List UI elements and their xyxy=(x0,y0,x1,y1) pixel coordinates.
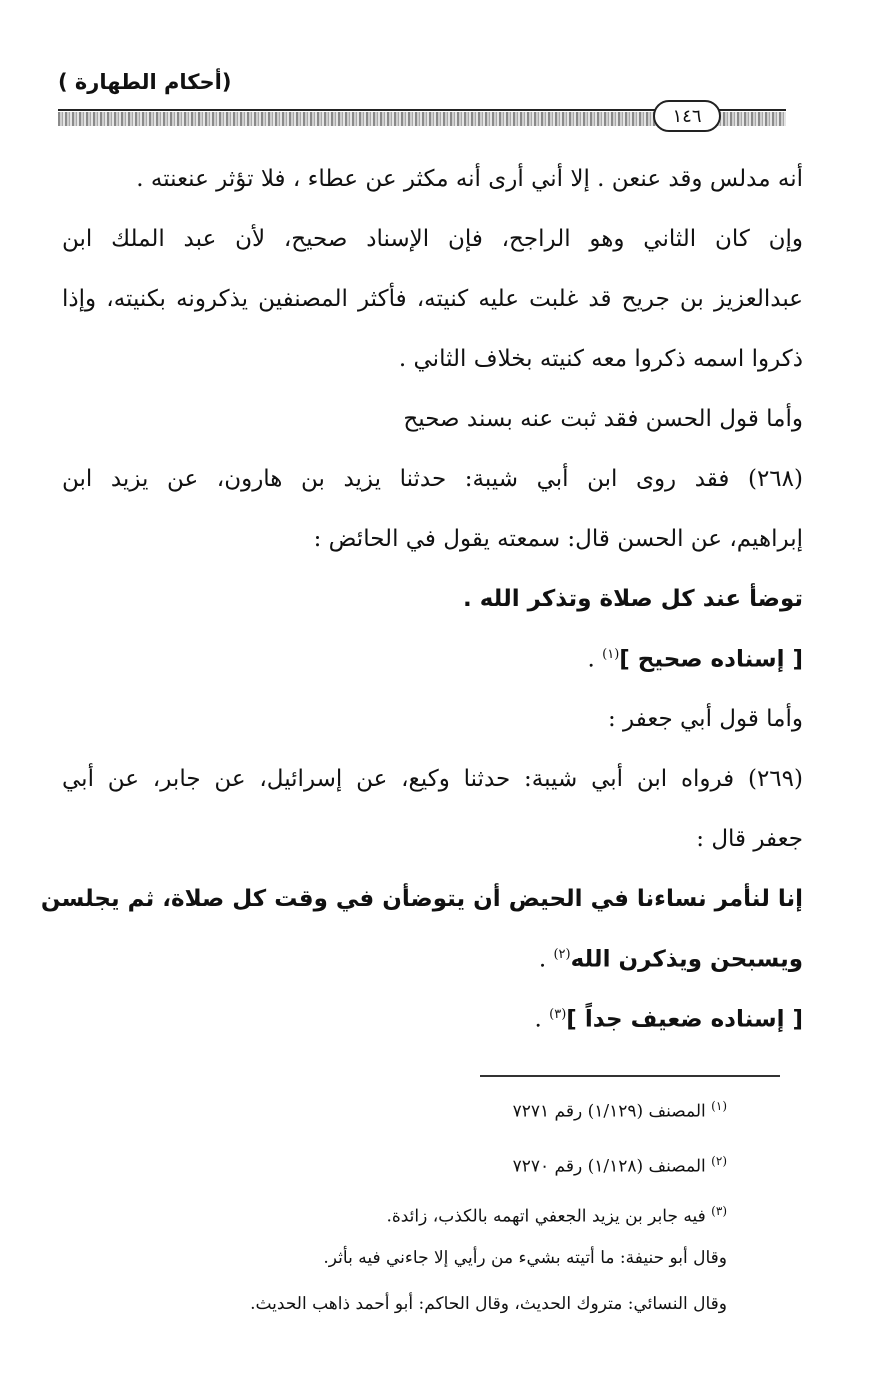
body-line-2: وإن كان الثاني وهو الراجح، فإن الإسناد صحيح، لأن عبد الملك ابن xyxy=(62,226,803,252)
body-line-5: وأما قول الحسن فقد ثبت عنه بسند صحيح xyxy=(403,406,803,432)
footnote-ref-3: (٣) xyxy=(549,1007,567,1022)
footnote-1-marker: (١) xyxy=(711,1099,727,1113)
quote-dot: . xyxy=(538,946,547,973)
footnote-2-text: المصنف (١/١٢٨) رقم ٧٢٧٠ xyxy=(512,1156,706,1177)
quote-hasan: توضأ عند كل صلاة وتذكر الله . xyxy=(462,586,803,612)
grading-dot-1: . xyxy=(587,646,595,673)
body-line-12: جعفر قال : xyxy=(696,826,803,852)
footnote-ref-1: (١) xyxy=(602,647,620,662)
footnote-2-marker: (٢) xyxy=(711,1154,727,1168)
footnote-1 xyxy=(513,1100,727,1121)
body-line-11: (٢٦٩) فرواه ابن أبي شيبة: حدثنا وكيع، عن إسرائيل، عن جابر، عن أبي xyxy=(62,766,803,792)
footnote-3-continuation-1: وقال أبو حنيفة: ما أتيته بشيء من رأيي إلا جاءني فيه بأثر. xyxy=(323,1248,727,1268)
footnote-separator xyxy=(480,1075,780,1077)
body-line-7: إبراهيم، عن الحسن قال: سمعته يقول في الحائض : xyxy=(313,526,803,552)
footnote-3-text: فيه جابر بن يزيد الجعفي اتهمه بالكذب، زائدة. xyxy=(386,1206,706,1227)
page-number: ١٤٦ xyxy=(653,100,721,132)
body-line-6: (٢٦٨) فقد روى ابن أبي شيبة: حدثنا يزيد بن هارون، عن يزيد ابن xyxy=(62,466,803,492)
footnote-ref-2: (٢) xyxy=(553,947,571,962)
grading-sahih: [ إسناده صحيح ] xyxy=(619,646,803,673)
footnote-3 xyxy=(386,1205,727,1226)
footnote-3-marker: (٣) xyxy=(711,1204,727,1218)
running-title: (أحكام الطهارة ) xyxy=(58,70,232,94)
footnote-2 xyxy=(513,1155,727,1176)
quote-abu-jafar-1: إنا لنأمر نساءنا في الحيض أن يتوضأن في وقت كل صلاة، ثم يجلسن xyxy=(40,886,803,912)
body-line-1: أنه مدلس وقد عنعن . إلا أني أرى أنه مكثر عن عطاء ، فلا تؤثر عنعنته . xyxy=(136,166,803,192)
grading-daif: [ إسناده ضعيف جداً ] xyxy=(566,1006,803,1033)
body-line-3: عبدالعزيز بن جريح قد غلبت عليه كنيته، فأكثر المصنفين يذكرونه بكنيته، وإذا xyxy=(62,286,803,312)
grading-line-1 xyxy=(588,648,804,672)
grading-dot-2: . xyxy=(534,1006,542,1033)
body-line-10: وأما قول أبي جعفر : xyxy=(607,706,803,732)
quote-abu-jafar-2 xyxy=(539,948,803,972)
body-line-4: ذكروا اسمه ذكروا معه كنيته بخلاف الثاني . xyxy=(398,346,803,372)
footnote-3-continuation-2: وقال النسائي: متروك الحديث، وقال الحاكم: أبو أحمد ذاهب الحديث. xyxy=(250,1294,727,1314)
grading-line-2 xyxy=(535,1008,803,1032)
quote-abu-jafar-2-text: ويسبحن ويذكرن الله xyxy=(570,946,803,973)
footnote-1-text: المصنف (١/١٢٩) رقم ٧٢٧١ xyxy=(512,1101,706,1122)
